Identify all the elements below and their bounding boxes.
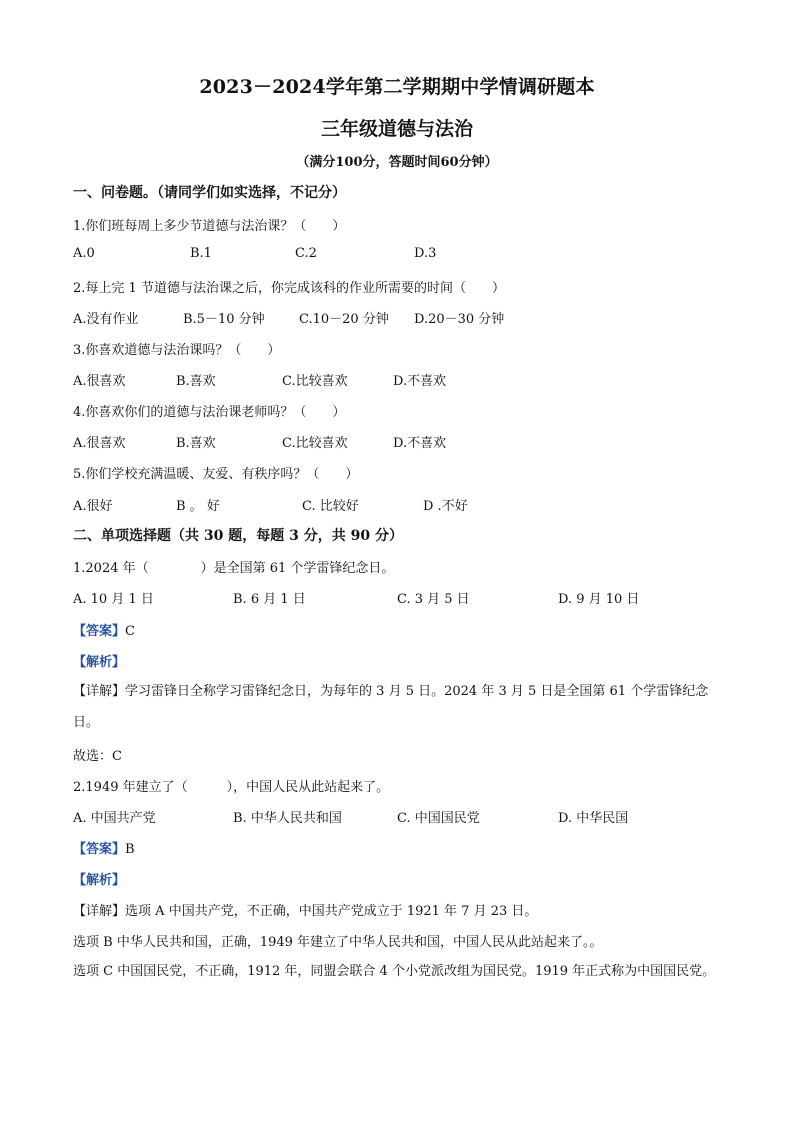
option-b: B.5－10 分钟 bbox=[183, 312, 265, 327]
answer-value: C bbox=[125, 624, 135, 639]
option-b: B. 6 月 1 日 bbox=[233, 592, 306, 607]
detail-text: 选项 A 中国共产党，不正确，中国共产党成立于 1921 年 7 月 23 日。 bbox=[125, 904, 538, 919]
option-a: A. 中国共产党 bbox=[73, 811, 156, 826]
detail-text: 学习雷锋日全称学习雷锋纪念日，为每年的 3 月 5 日。2024 年 3 月 5 日是全国第 61 个学雷锋纪念日。 bbox=[73, 684, 709, 730]
choice-question-1: 1.2024 年（ ）是全国第 61 个学雷锋纪念日。 bbox=[73, 561, 395, 576]
option-c: C.比较喜欢 bbox=[282, 374, 348, 389]
detail-paragraph-c: 选项 C 中国国民党，不正确，1912 年，同盟会联合 4 个小党派改组为国民党。1919 年正式称为中国国民党。 bbox=[73, 964, 716, 979]
analysis-tag: 解析 bbox=[86, 655, 113, 670]
option-d: D .不好 bbox=[423, 499, 468, 514]
option-b: B 。 好 bbox=[176, 499, 220, 514]
conclusion-line: 故选：C bbox=[73, 749, 122, 764]
option-d: D.3 bbox=[414, 246, 437, 261]
option-a: A.很好 bbox=[73, 499, 113, 514]
detail-tag: 详解 bbox=[86, 684, 113, 699]
answer-line: 【答案】B bbox=[73, 842, 135, 857]
option-d: D.不喜欢 bbox=[393, 436, 447, 451]
detail-line: 【详解】选项 A 中国共产党，不正确，中国共产党成立于 1921 年 7 月 23 日。 bbox=[73, 904, 538, 919]
option-b: B. 中华人民共和国 bbox=[233, 811, 342, 826]
exam-note: （满分100分，答题时间60分钟） bbox=[296, 155, 498, 170]
option-b: B.喜欢 bbox=[176, 374, 216, 389]
survey-question-4: 4.你喜欢你们的道德与法治课老师吗？（ ） bbox=[73, 405, 346, 420]
answer-tag: 答案 bbox=[86, 624, 113, 639]
answer-line: 【答案】C bbox=[73, 624, 135, 639]
section-heading-survey: 一、问卷题。（请同学们如实选择，不记分） bbox=[73, 185, 346, 201]
option-d: D. 中华民国 bbox=[558, 811, 629, 826]
detail-paragraph: 【详解】学习雷锋日全称学习雷锋纪念日，为每年的 3 月 5 日。2024 年 3 月 5 日是全国第 61 个学雷锋纪念日。 bbox=[73, 684, 709, 730]
option-c: C.2 bbox=[295, 246, 317, 261]
detail-tag: 详解 bbox=[86, 904, 113, 919]
analysis-line: 【解析】 bbox=[73, 873, 126, 888]
option-a: A. 10 月 1 日 bbox=[73, 592, 154, 607]
option-d: D.不喜欢 bbox=[393, 374, 447, 389]
option-a: A.没有作业 bbox=[73, 312, 139, 327]
option-a: A.很喜欢 bbox=[73, 374, 126, 389]
exam-title: 2023－2024学年第二学期期中学情调研题本 bbox=[199, 76, 595, 98]
option-c: C. 比较好 bbox=[302, 499, 359, 514]
analysis-tag: 解析 bbox=[86, 873, 113, 888]
answer-tag: 答案 bbox=[86, 842, 113, 857]
survey-question-1: 1.你们班每周上多少节道德与法治课？（ ） bbox=[73, 219, 346, 234]
option-b: B.喜欢 bbox=[176, 436, 216, 451]
option-c: C.10－20 分钟 bbox=[299, 312, 389, 327]
survey-question-3: 3.你喜欢道德与法治课吗？（ ） bbox=[73, 343, 281, 358]
exam-subtitle: 三年级道德与法治 bbox=[320, 118, 473, 140]
choice-question-2: 2.1949 年建立了（ ），中国人民从此站起来了。 bbox=[73, 780, 390, 795]
option-c: C. 中国国民党 bbox=[397, 811, 480, 826]
option-d: D. 9 月 10 日 bbox=[558, 592, 640, 607]
option-c: C.比较喜欢 bbox=[282, 436, 348, 451]
detail-line-b: 选项 B 中华人民共和国，正确，1949 年建立了中华人民共和国，中国人民从此站起来了。。 bbox=[73, 935, 603, 950]
option-a: A.0 bbox=[73, 246, 95, 261]
section-heading-choice: 二、单项选择题（共 30 题，每题 3 分，共 90 分） bbox=[73, 528, 403, 544]
survey-question-5: 5.你们学校充满温暖、友爱、有秩序吗？（ ） bbox=[73, 467, 359, 482]
option-a: A.很喜欢 bbox=[73, 436, 126, 451]
option-c: C. 3 月 5 日 bbox=[397, 592, 470, 607]
option-b: B.1 bbox=[190, 246, 212, 261]
survey-question-2: 2.每上完 1 节道德与法治课之后，你完成该科的作业所需要的时间（ ） bbox=[73, 281, 505, 296]
option-d: D.20－30 分钟 bbox=[414, 312, 505, 327]
answer-value: B bbox=[125, 842, 135, 857]
analysis-line: 【解析】 bbox=[73, 655, 126, 670]
